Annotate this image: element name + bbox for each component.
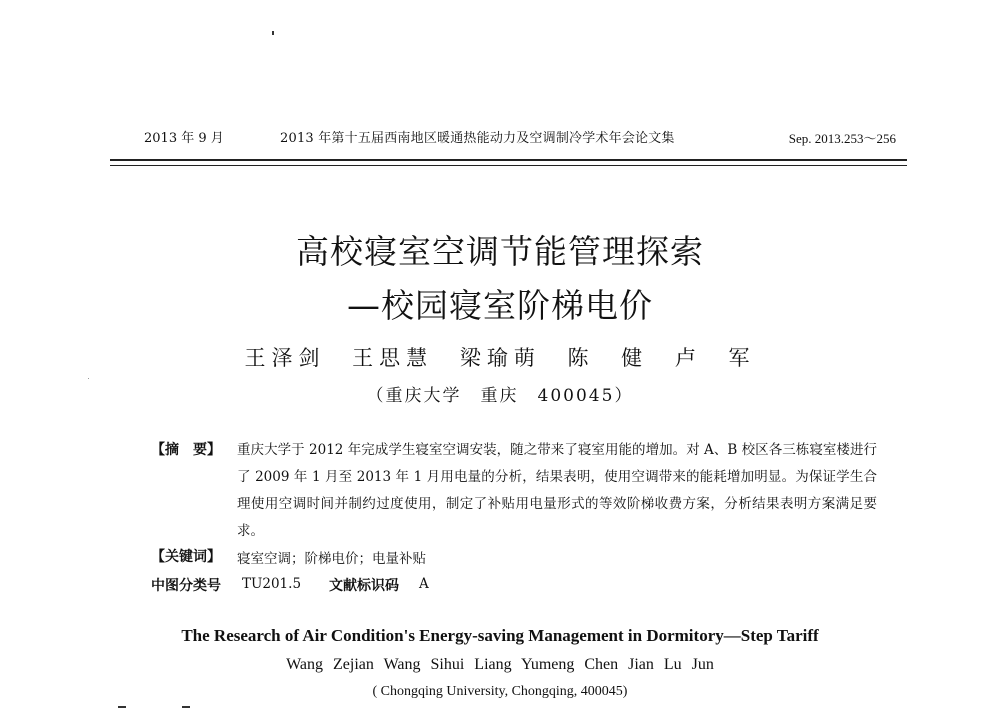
scan-mark [118, 706, 126, 708]
paper-subtitle: —校园寝室阶梯电价 [347, 286, 653, 325]
classification-value: TU201.5 [242, 576, 302, 592]
affiliation: （重庆大学 重庆 400045） [366, 386, 634, 406]
scan-speck [88, 378, 89, 379]
document-code-label: 文献标识码 [329, 578, 399, 594]
paper-title: 高校寝室空调节能管理探索 [296, 232, 704, 271]
scan-mark [182, 706, 190, 708]
english-title: The Research of Air Condition's Energy-saving Management in Dormitory—Step Tariff [181, 626, 819, 645]
scan-speck [272, 31, 274, 35]
classification-label: 中图分类号 [151, 578, 221, 594]
abstract-label: 【摘 要】 [151, 442, 221, 458]
keywords-text: 寝室空调；阶梯电价；电量补贴 [237, 551, 426, 567]
author-list: 王泽剑 王思慧 梁瑜萌 陈 健 卢 军 [244, 346, 756, 370]
header-rule-thin [110, 165, 907, 166]
header-date: 2013 年 9 月 [144, 131, 224, 146]
header-journal: 2013 年第十五届西南地区暖通热能动力及空调制冷学术年会论文集 [280, 131, 675, 146]
header-pages: Sep. 2013.253～256 [788, 131, 896, 146]
abstract-text: 重庆大学于 2012 年完成学生寝室空调安装，随之带来了寝室用能的增加。对 A、B 校区各三栋寝室楼进行了 2009 年 1 月至 2013 年 1 月用电量的分析，结果表明，使用空调带来的能耗增加明显。为保证学生合理使用空调时间并制约过度使用，制定了补贴用电量形式的等效阶梯收费方案，分析结果表明方案满足要求。 [237, 442, 877, 539]
running-header [110, 128, 910, 150]
english-authors: Wang Zejian Wang Sihui Liang Yumeng Chen Jian Lu Jun [286, 656, 714, 673]
english-affiliation: ( Chongqing University, Chongqing, 400045) [372, 684, 628, 699]
document-code-value: A [419, 576, 429, 592]
keywords-label: 【关键词】 [151, 549, 221, 565]
header-rule-thick [110, 159, 907, 161]
